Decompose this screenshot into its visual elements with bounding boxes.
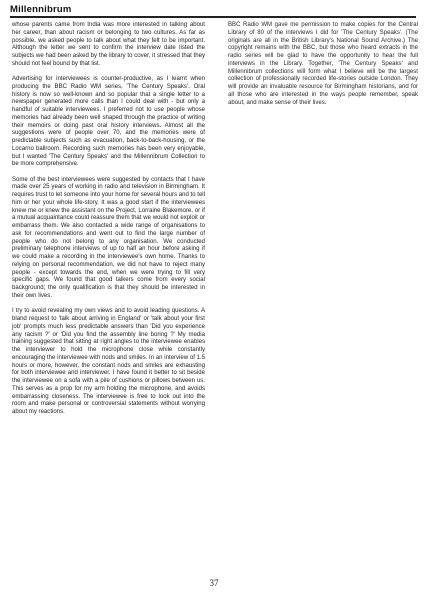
page-number: 37 bbox=[209, 578, 219, 588]
left-column bbox=[12, 22, 205, 424]
paragraph: whose parents came from India was more interested in talking about her career, than about racism or belonging to two cultures. As far as possible, we asked people to talk about what they felt to be important. Although the letter we sent to confirm the interview date listed the subjects we had been asked by the library to cover, it stressed that they should not feel bound by that list. bbox=[12, 22, 205, 67]
paragraph: BBC Radio WM gave me permission to make copies for the Central Library of 80 of the interviews I did for 'The Century Speaks'. (The originals are all in the British Library's National Sound Archive.) The copyright remains with the BBC, but those who heard extracts in the radio series will be glad to have the opportunity to hear the full interviews in the Library. Together, 'The Century Speaks' and Millennibrum collections will form what I believe will be the largest collection of professionally recorded life-stories outside London. They will provide an invaluable resource for Birmingham historians, and for all those who are interested in the ways people remember, speak about, and make sense of their lives. bbox=[228, 22, 418, 106]
paragraph: Advertising for interviewees is counter-productive, as I learnt when producing the BBC Radio WM series, 'The Century Speaks'. Oral history is now so well-known and so popular that a single letter to a newspaper generated more calls than I could deal with - but only a handful of suitable interviewees. I preferred not to use people whose memories had already been well shaped through the practice of writing their memoirs or doing past oral history interviews. Almost all the suggestions were of people over 70, and the memories were of predictable subjects such as evacuation, back-to-back-housing, or the Locarno ballroom. Recording such memories has been very enjoyable, but I wanted 'The Century Speaks' and the Millennibrum Collection to be more comprehensive. bbox=[12, 76, 205, 168]
paragraph: I try to avoid revealing my own views and to avoid leading questions. A bland request to 'talk about arriving in England' or 'talk about your first job' prompts much less predictable answers than 'Did you experience any racism ?' or 'Did you find the assembly line boring ?' My media training suggested that sitting at right angles to the interviewee enables the interviewer to hold the microphone close while constantly encouraging the interviewee with nods and smiles. In an interview of 1.5 hours or more, however, the constant nods and smiles are exhausting for both interviewee and interviewer. I have found it better to sit beside the interviewee on a sofa with a pile of cushions or pillows between us. This serves as a prop for my arm holding the microphone, and avoids embarrassing closeness. The interviewee is free to look out into the room and make personal or controversial statements without worrying about my reactions. bbox=[12, 308, 205, 416]
running-header bbox=[10, 4, 416, 18]
publication-title: Millennibrum bbox=[10, 4, 72, 15]
paragraph: Some of the best interviewees were suggested by contacts that I have made over 25 years of working in radio and television in Birmingham. It requires trust to let someone into your home for several hours and to tell him or her your whole life-story. It was a good start if the interviewees knew me or knew the assistant on the Project, Lorraine Blakemore, or if a mutual acquaintance could reassure them that we would not exploit or embarrass them. We also contacted a wide range of organisations to ask for recommendations and went out to find the large number of people who do not belong to any organisation. We conducted preliminary telephone interviews of up to half an hour before asking if we could make a recording in the interviewee's own home. Thanks to relying on personal recommendation, we did not have to reject many people - except towards the end, when we were trying to fill very specific gaps. We found that good talkers come from every social background; the only qualification is that they should be interested in their own lives. bbox=[12, 176, 205, 299]
right-column bbox=[228, 22, 418, 115]
